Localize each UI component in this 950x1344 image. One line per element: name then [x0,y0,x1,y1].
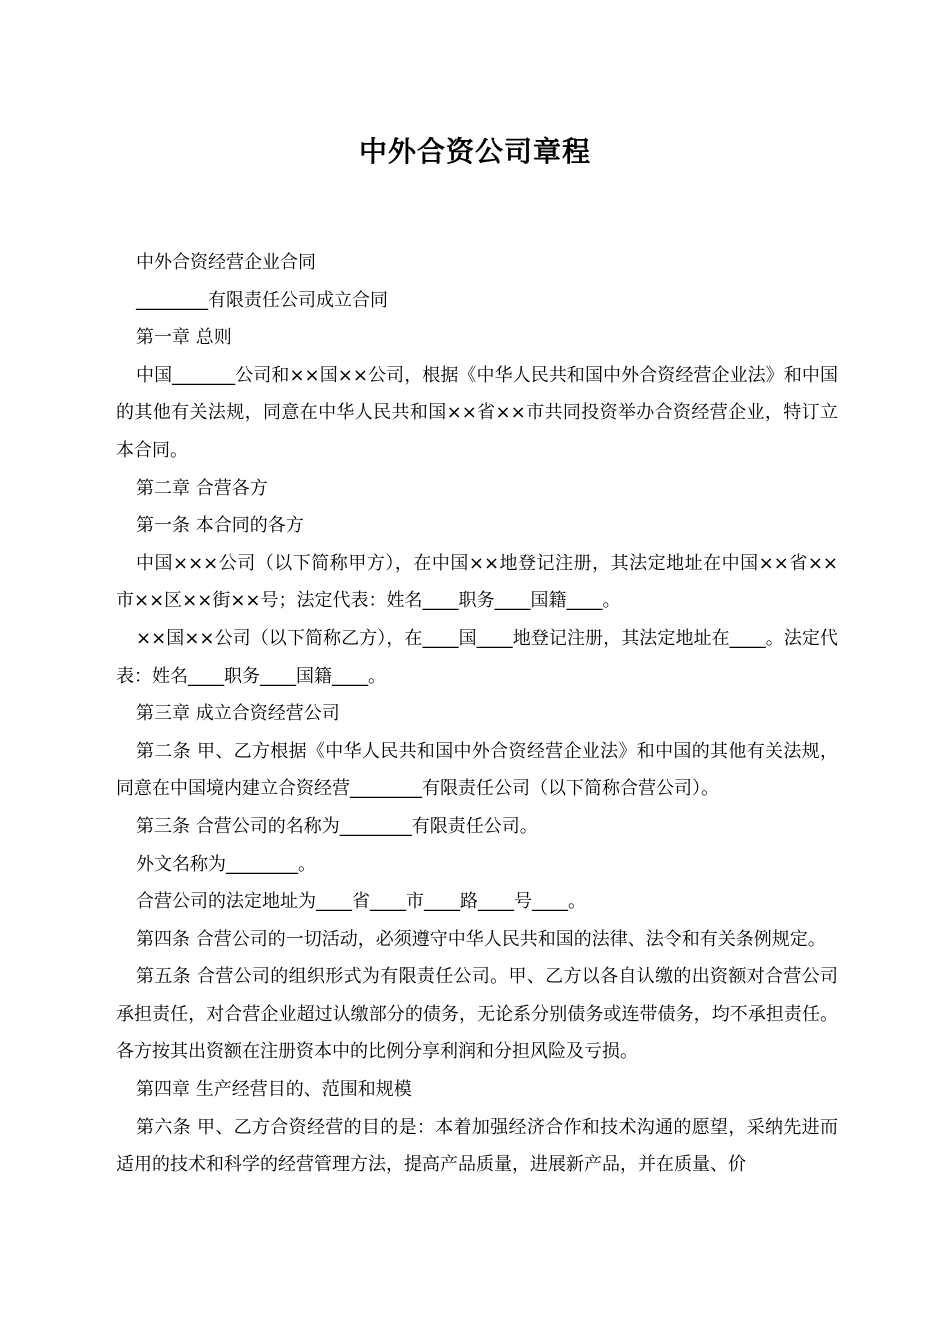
paragraph: 第四条 合营公司的一切活动，必须遵守中华人民共和国的法律、法令和有关条例规定。 [136,928,826,950]
paragraph: 合营公司的法定地址为____省____市____路____号____。 [136,891,586,913]
chapter-heading: 第四章 生产经营目的、范围和规模 [136,1079,412,1101]
paragraph: ××国××公司（以下简称乙方），在____国____地登记注册，其法定地址在____。法定代表：姓名____职务____国籍____。 [116,627,838,687]
document-title: 中外合资公司章程 [358,135,591,168]
paragraph: 第六条 甲、乙方合资经营的目的是：本着加强经济合作和技术沟通的愿望，采纳先进而适用的技术和科学的经营管理方法，提高产品质量，进展新产品，并在质量、价 [116,1116,838,1176]
chapter-heading: 第二章 合营各方 [136,477,268,499]
paragraph: 中国×××公司（以下简称甲方），在中国××地登记注册，其法定地址在中国××省××市××区××街××号；法定代表：姓名____职务____国籍____。 [116,552,838,612]
chapter-heading: 第一章 总则 [136,327,232,349]
paragraph: 中外合资经营企业合同 [136,252,316,273]
document-body [116,244,838,1184]
paragraph: 外文名称为________。 [136,853,316,875]
paragraph: 第三条 合营公司的名称为________有限责任公司。 [136,815,538,837]
paragraph: ________有限责任公司成立合同 [136,289,388,311]
paragraph: 第二条 甲、乙方根据《中华人民共和国中外合资经营企业法》和中国的其他有关法规，同意在中国境内建立合资经营________有限责任公司（以下简称合营公司）。 [116,740,838,800]
article-heading: 第一条 本合同的各方 [136,515,304,537]
paragraph: 中国_______公司和××国××公司，根据《中华人民共和国中外合资经营企业法》和中国的其他有关法规，同意在中华人民共和国××省××市共同投资举办合资经营企业，特订立本合同。 [116,364,838,461]
paragraph: 第五条 合营公司的组织形式为有限责任公司。甲、乙方以各自认缴的出资额对合营公司承担责任，对合营企业超过认缴部分的债务，无论系分别债务或连带债务，均不承担责任。各方按其出资额在注册资本中的比例分享利润和分担风险及亏损。 [116,966,838,1063]
chapter-heading: 第三章 成立合资经营公司 [136,703,340,725]
